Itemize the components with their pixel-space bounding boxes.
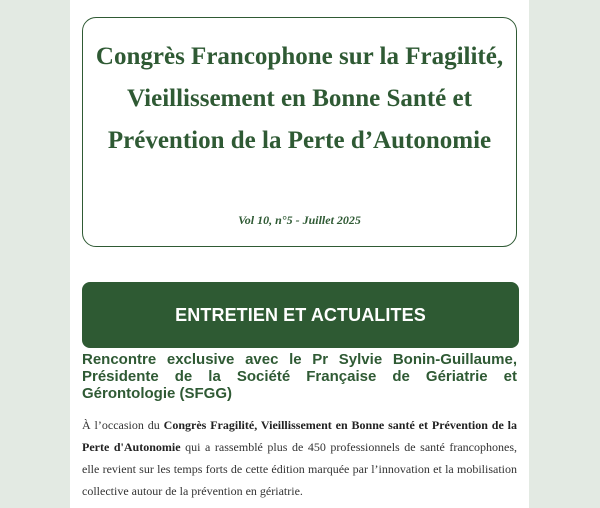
intro-end: qui a rassemblé plus de 450 professionnels de santé francophones, elle revient sur les temps forts de cette édition marquée par l’innovation et la mobilisation collective autour de la prévention en gériatrie. <box>82 440 518 498</box>
newsletter-page <box>70 0 529 508</box>
article-headline: Rencontre exclusive avec le Pr Sylvie Bonin-Guillaume, Présidente de la Société Française de Gériatrie et Gérontologie (SFGG) <box>82 351 517 402</box>
section-banner <box>82 282 519 348</box>
intro-start: À l’occasion du <box>82 418 164 432</box>
issue-info: Vol 10, n°5 - Juillet 2025 <box>238 213 361 227</box>
newsletter-title: Congrès Francophone sur la Fragilité, Vieillissement en Bonne Santé et Prévention de la Perte d’Autonomie <box>95 43 504 154</box>
header-box <box>82 17 517 247</box>
section-banner-label: ENTRETIEN ET ACTUALITES <box>175 304 426 325</box>
intro-event-name: Congrès Fragilité, Vieillissement en Bonne santé et Prévention de la Perte d'Autonomie <box>82 418 517 454</box>
article-intro <box>82 414 517 502</box>
